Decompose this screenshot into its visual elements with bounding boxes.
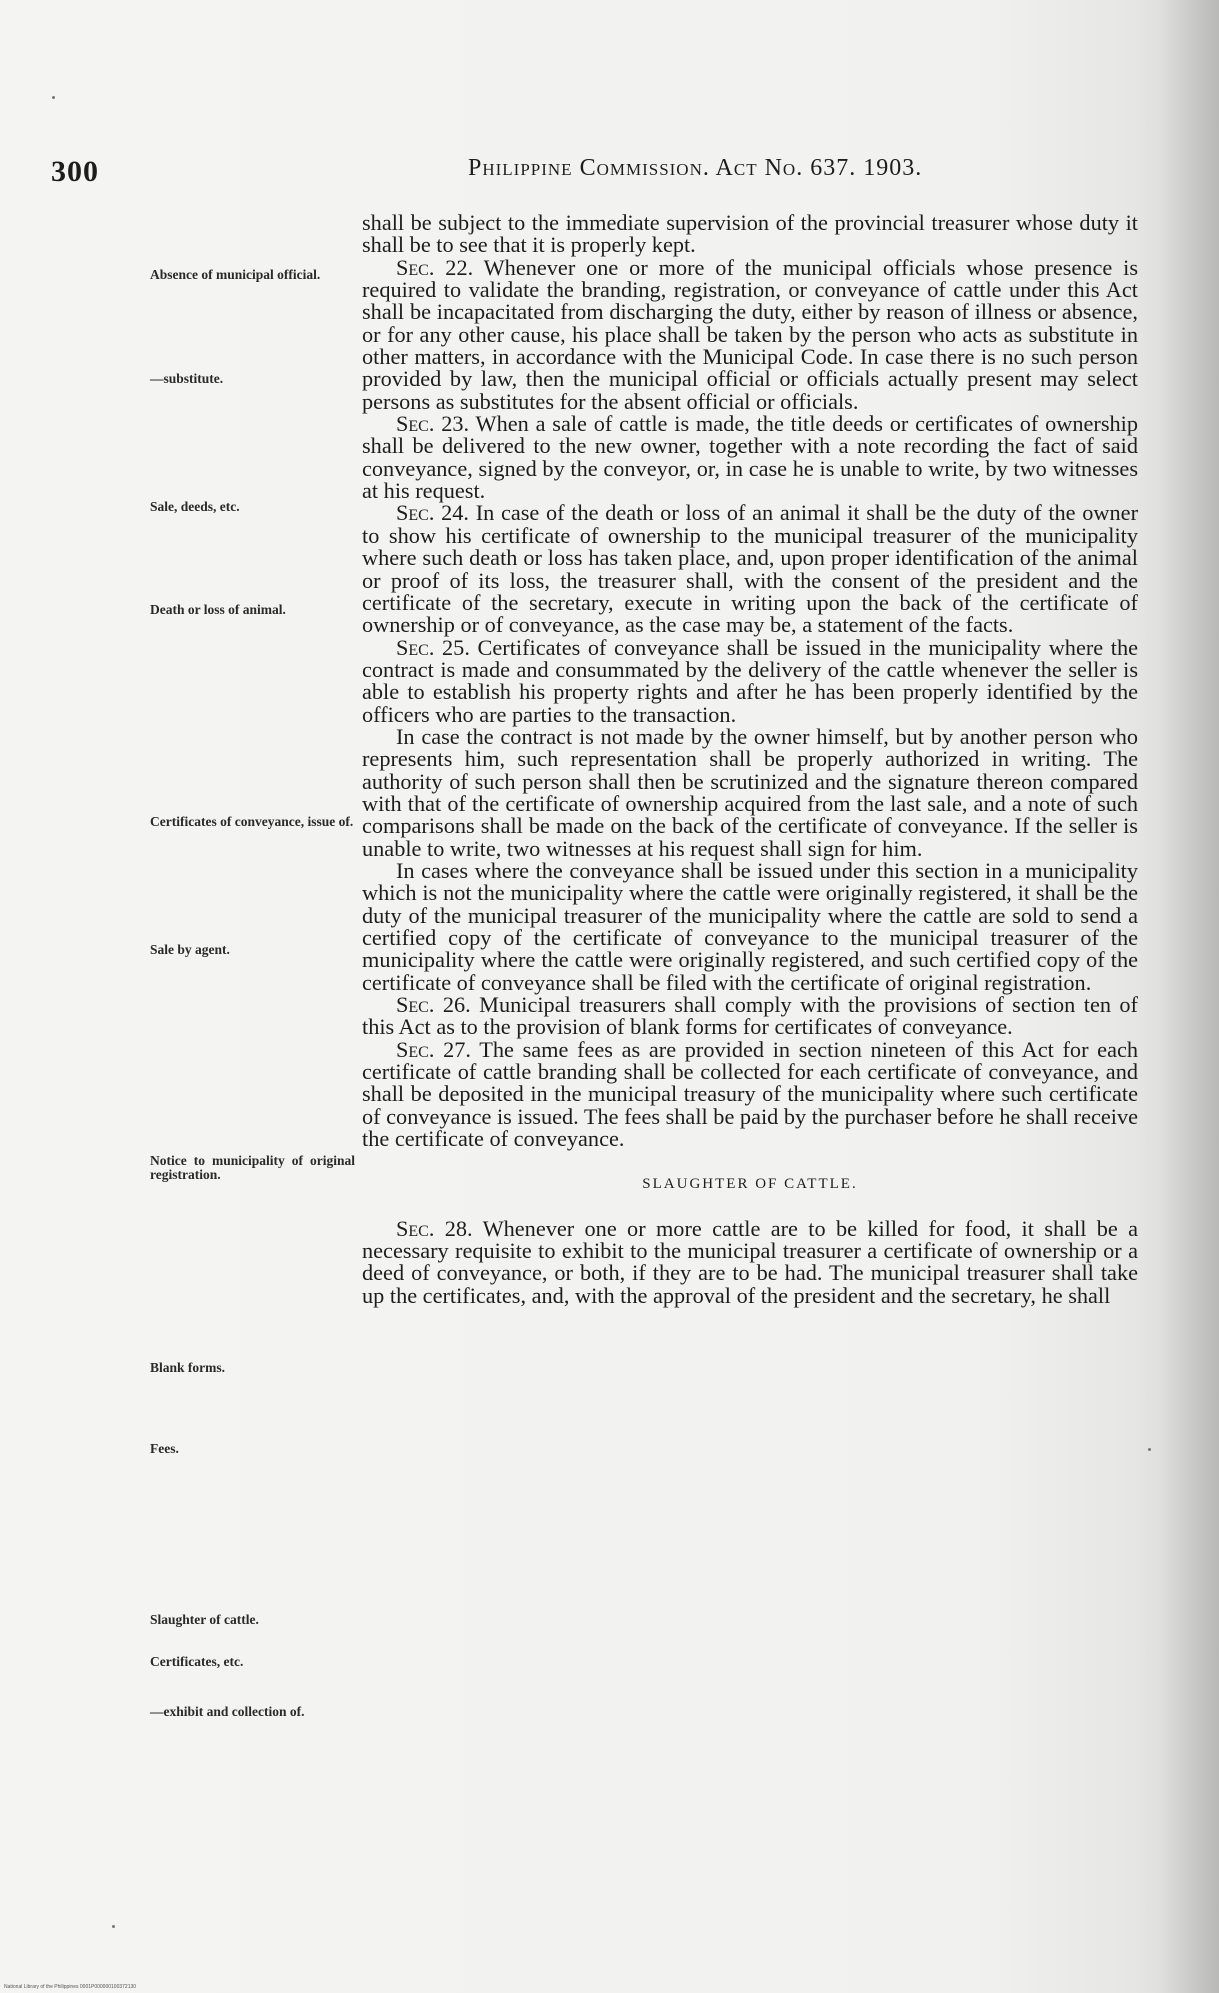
paragraph-sec-23 [362, 413, 1138, 502]
section-text: In case of the death or loss of an animal it shall be the duty of the owner to show his certificate of ownership to the municipal treasurer of the municipality where such death or loss has taken place, and, upon proper identification of the animal or proof of its loss, the treasurer shall, with the consent of the president and the certificate of the secretary, execute in writing upon the back of the certificate of ownership or of conveyance, as the case may be, a statement of the facts. [362, 500, 1138, 638]
section-label: Sec. 24. [396, 500, 469, 526]
section-label: Sec. 25. [396, 634, 470, 660]
margin-note-notice-registration: Notice to municipality of original registration. [150, 1153, 355, 1182]
paragraph-sec-26 [362, 994, 1138, 1039]
section-text: Whenever one or more of the municipal officials whose presence is required to validate the branding, registration, or conveyance of cattle under this Act shall be incapacitated from discharging the duty, either by reason of illness or absence, or for any other cause, his place shall be taken by the person who acts as substitute in other matters, in accordance with the Municipal Code. In case there is no such person provided by law, then the municipal official or officials actually present may select persons as substitutes for the absent official or officials. [362, 254, 1138, 414]
paragraph-sec-24 [362, 502, 1138, 636]
section-label: Sec. 26. [396, 992, 471, 1018]
margin-note-absence: Absence of municipal official. [150, 267, 321, 282]
paragraph-sec-28 [362, 1215, 1138, 1308]
section-text: Municipal treasurers shall comply with the provisions of section ten of this Act as to the provision of blank forms for certificates of conveyance. [362, 992, 1138, 1040]
section-text: The same fees as are provided in section nineteen of this Act for each certificate of cattle branding shall be collected for each certificate of conveyance, and shall be deposited in the municipal treasury of the municipality where such certificate of conveyance is issued. The fees shall be paid by the purchaser before he shall receive the certificate of conveyance. [362, 1036, 1139, 1152]
margin-note-sale-by-agent: Sale by agent. [150, 942, 230, 957]
margin-note-sale-deeds: Sale, deeds, etc. [150, 499, 240, 514]
section-label: Sec. 28. [396, 1215, 473, 1241]
body-text [362, 212, 1138, 1307]
margin-note-slaughter: Slaughter of cattle. [150, 1612, 259, 1627]
paragraph-continuation: shall be subject to the immediate supervision of the provincial treasurer whose duty it shall be to see that it is properly kept. [362, 210, 1138, 258]
paragraph-sale-by-agent: In case the contract is not made by the owner himself, but by another person who represents him, such representation shall be properly authorized in writing. The authority of such person shall then be scrutinized and the signature thereon compared with that of the certificate of ownership acquired from the last sale, and a note of such comparisons shall be made on the back of the certificate of conveyance. If the seller is unable to write, two witnesses at his request shall sign for him. [362, 723, 1138, 861]
margin-note-substitute: —substitute. [150, 371, 224, 386]
paragraph-sec-27 [362, 1036, 1139, 1152]
section-heading-slaughter: SLAUGHTER OF CATTLE. [642, 1176, 858, 1193]
running-head: Philippine Commission. Act No. 637. 1903. [468, 155, 923, 181]
margin-note-exhibit-collection: —exhibit and collection of. [150, 1704, 305, 1719]
margin-note-certificates-etc: Certificates, etc. [150, 1654, 244, 1669]
scan-speck [52, 96, 55, 99]
margin-note-blank-forms: Blank forms. [150, 1360, 226, 1375]
scan-speck [112, 1925, 115, 1928]
paragraph-sec-25 [362, 634, 1138, 727]
section-label: Sec. 27. [396, 1036, 471, 1062]
scan-credit: National Library of the Philippines 0001P000000100372130 [4, 1984, 137, 1990]
section-text: Whenever one or more cattle are to be killed for food, it shall be a necessary requisite to exhibit to the municipal treasurer a certificate of ownership or a deed of conveyance, or both, if they are to be had. The municipal treasurer shall take up the certificates, and, with the approval of the president and the secretary, he shall [362, 1215, 1138, 1308]
margin-note-certificates-issue: Certificates of conveyance, issue of. [150, 814, 354, 829]
paragraph-sec-22 [362, 254, 1138, 414]
page-edge-shadow [1159, 0, 1219, 1993]
section-text: When a sale of cattle is made, the title deeds or certificates of ownership shall be delivered to the new owner, together with a note recording the fact of said conveyance, signed by the conveyor, or, in case he is unable to write, by two witnesses at his request. [362, 411, 1138, 504]
margin-note-death-loss: Death or loss of animal. [150, 602, 286, 617]
section-label: Sec. 23. [396, 411, 470, 437]
section-label: Sec. 22. [396, 254, 474, 280]
scan-speck [1148, 1448, 1151, 1451]
page-number: 300 [51, 155, 99, 188]
margin-note-fees: Fees. [150, 1441, 179, 1456]
section-text: Certificates of conveyance shall be issued in the municipality where the contract is made and consummated by the delivery of the cattle whenever the seller is able to establish his property rights and after he has been properly identified by the officers who are parties to the transaction. [362, 634, 1138, 727]
paragraph-notice-registration: In cases where the conveyance shall be issued under this section in a municipality which is not the municipality where the cattle were originally registered, it shall be the duty of the municipal treasurer of the municipality where the cattle are sold to send a certified copy of the certificate of conveyance to the municipal treasurer of the municipality where the cattle were originally registered, and such certified copy of the certificate of conveyance shall be filed with the certificate of original registration. [362, 857, 1138, 995]
